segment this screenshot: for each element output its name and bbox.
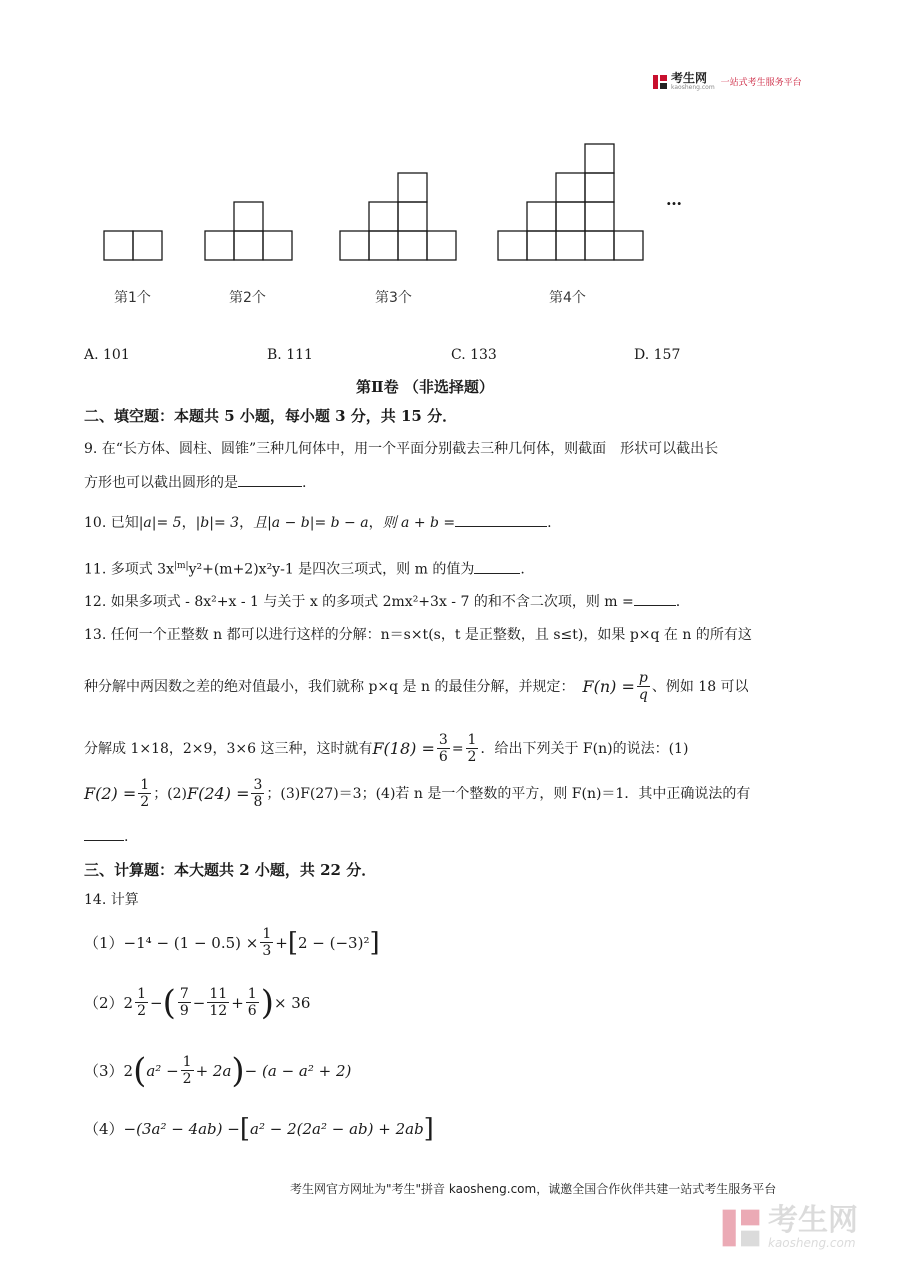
q13-line4-b: ；(2) <box>153 785 188 802</box>
q9-end: . <box>302 475 307 491</box>
figure-3-blocks <box>340 173 456 260</box>
footer-text: 考生网官方网址为"考生"拼音 kaosheng.com，诚邀全国合作伙伴共建一站式考生服务平台 <box>290 1182 777 1196</box>
q14-p3-a: 2 <box>123 1061 134 1080</box>
figure-4-blocks <box>498 144 643 260</box>
q13-line3 <box>84 732 688 765</box>
q13-line1: 13. 任何一个正整数 n 都可以进行这样的分解：n＝s×t(s，t 是正整数，且 s≤t)，如果 p×q 在 n 的所有这 <box>84 627 752 643</box>
q14-p4-b: a² − 2(2a² − ab) + 2ab <box>250 1120 424 1138</box>
q13-f24-den: 8 <box>253 794 263 810</box>
q14-p4-label: （4） <box>84 1120 124 1138</box>
q10-cond1: |a|= 5 <box>138 515 182 531</box>
q14-p2-frac1 <box>178 986 191 1019</box>
figure-1-blocks <box>104 231 162 260</box>
q13-eq: = <box>451 740 464 757</box>
q9-line1: 9. 在“长方体、圆柱、圆锥”三种几何体中，用一个平面分别截去三种几何体，则截面 形状可以截出长 <box>84 441 719 457</box>
figure-2-blocks <box>205 202 292 260</box>
q14-p3-num: 1 <box>182 1054 192 1070</box>
q9-answer-blank[interactable] <box>238 472 302 487</box>
q13-line3-a: 分解成 1×18，2×9，3×6 这三种，这时就有 <box>84 740 373 757</box>
logo-text: 考生网 <box>671 71 708 85</box>
q14-p4-rbracket: ] <box>423 1114 434 1144</box>
q14-p3-rparen: ) <box>231 1050 245 1091</box>
q13-f18-num2: 1 <box>467 732 477 748</box>
q10-sep1: ， <box>181 515 196 531</box>
q13-f24: F(24) = <box>187 783 250 803</box>
q11-text: 11. 多项式 3x <box>84 561 174 578</box>
q14-p1-rbracket: ] <box>369 927 380 958</box>
q14-p1-num: 1 <box>262 926 272 942</box>
option-d: D. 157 <box>634 347 681 363</box>
q14-p2-minus: − <box>150 993 163 1012</box>
q10-sep3: ， <box>368 515 383 531</box>
q13-f18: F(18) = <box>372 738 435 758</box>
q11-end: . <box>520 561 525 578</box>
q14-part4 <box>84 1116 434 1142</box>
section3-title: 三、计算题：本大题共 2 小题，共 22 分． <box>84 861 377 879</box>
watermark-text: 考生网 <box>768 1203 858 1238</box>
q13-end: . <box>124 829 129 845</box>
q14-p4-a: −(3a² − 4ab) − <box>123 1120 240 1138</box>
option-a: A. 101 <box>84 347 130 363</box>
q13-f18-num1: 3 <box>438 732 448 748</box>
q9-line2-text: 方形也可以截出圆形的是 <box>84 475 238 491</box>
q14-p3-c: + 2a <box>195 1061 232 1080</box>
logo-domain: kaosheng.com <box>671 84 715 91</box>
q13-f2: F(2) = <box>84 783 137 803</box>
q14-p1-a: −1⁴ − (1 − 0.5) × <box>123 933 259 952</box>
figure-label-1: 第1个 <box>114 290 151 306</box>
q10-cond3: 且|a − b|= b − a <box>253 515 369 531</box>
q9-line2 <box>84 472 306 493</box>
q14-p2-whole: 2 <box>123 993 134 1012</box>
q14-p2-den1: 9 <box>179 1003 189 1019</box>
q13-line4 <box>84 777 750 810</box>
q13-line4-c: ；(3)F(27)＝3；(4)若 n 是一个整数的平方，则 F(n)＝1．其中正确说法的有 <box>266 785 751 802</box>
q13-line2 <box>84 670 749 703</box>
q13-f2-num: 1 <box>140 777 150 793</box>
q14-p2-label: （2） <box>84 993 124 1012</box>
q13-f18-den1: 6 <box>438 749 448 765</box>
section2-title: 二、填空题：本题共 5 小题，每小题 3 分，共 15 分． <box>84 407 458 425</box>
q14-p1-frac <box>260 926 273 959</box>
q13-answer-blank[interactable] <box>84 826 124 841</box>
q14-p2-op2: + <box>231 993 244 1012</box>
q14-p3-den: 2 <box>182 1071 192 1087</box>
watermark-domain: kaosheng.com <box>768 1236 856 1250</box>
q10-ask: 则 a + b = <box>382 515 456 531</box>
figure-label-2: 第2个 <box>229 290 266 306</box>
q14-p2-mixed-num: 1 <box>137 986 147 1002</box>
figure-ellipsis: … <box>666 190 682 209</box>
q11-rest: y²+(m+2)x²y-1 是四次三项式，则 m 的值为 <box>188 561 475 578</box>
q10-cond2: |b|= 3 <box>195 515 240 531</box>
q14-p1-c: 2 − (−3)² <box>297 933 370 952</box>
q13-f18-frac2 <box>466 732 479 765</box>
q14-p3-e: − (a − a² + 2) <box>244 1061 352 1080</box>
q14-p2-tail: × 36 <box>273 993 311 1012</box>
q11-answer-blank[interactable] <box>474 559 520 574</box>
q14-p1-label: （1） <box>84 933 124 952</box>
q13-f24-num: 3 <box>253 777 263 793</box>
q14-part2 <box>84 982 311 1023</box>
q13-line2-text: 种分解中两因数之差的绝对值最小，我们就称 p×q 是 n 的最佳分解，并规定： <box>84 678 575 695</box>
q14-title: 14. 计算 <box>84 892 139 908</box>
q14-part1 <box>84 926 380 959</box>
q14-p2-mixed-den: 2 <box>137 1003 147 1019</box>
q14-p1-b: + <box>275 933 288 952</box>
q13-fn-frac <box>637 670 650 703</box>
q14-p2-frac3 <box>246 986 259 1019</box>
q13-f2-den: 2 <box>140 794 150 810</box>
q12-text: 12. 如果多项式 - 8x²+x - 1 与关于 x 的多项式 2mx²+3x - 7 的和不含二次项，则 m = <box>84 594 634 610</box>
q14-p3-frac <box>181 1054 194 1087</box>
figure-label-4: 第4个 <box>549 290 586 306</box>
q13-fn-def: F(n) = <box>582 676 635 696</box>
q14-p1-lbracket: [ <box>287 927 298 958</box>
option-b: B. 111 <box>267 347 313 363</box>
q10-prefix: 10. 已知 <box>84 515 139 531</box>
q14-p2-op1: − <box>192 993 206 1012</box>
q12-answer-blank[interactable] <box>634 591 676 606</box>
q14-p2-lparen: ( <box>162 982 176 1023</box>
q12 <box>84 591 680 612</box>
option-c: C. 133 <box>451 347 497 363</box>
q13-line2-tail: 、例如 18 可以 <box>651 678 749 695</box>
q13-f18-frac1 <box>437 732 450 765</box>
q11 <box>84 556 525 580</box>
q13-fn-den: q <box>638 687 648 703</box>
q14-p4-lbracket: [ <box>239 1114 251 1144</box>
q10 <box>84 512 552 533</box>
q14-p2-num2: 11 <box>209 986 228 1002</box>
q10-answer-blank[interactable] <box>455 512 547 527</box>
q14-p2-rparen: ) <box>260 982 274 1023</box>
q14-p2-frac2 <box>207 986 229 1019</box>
q14-p3-lparen: ( <box>133 1050 147 1091</box>
watermark <box>720 1205 858 1250</box>
q10-sep2: ， <box>239 515 254 531</box>
q12-end: . <box>675 594 681 610</box>
q13-f2-frac <box>138 777 151 810</box>
part2-title: 第Ⅱ卷 （非选择题） <box>356 378 494 396</box>
q14-p2-mixed-frac <box>135 986 148 1019</box>
q13-f18-den2: 2 <box>467 749 477 765</box>
figure-label-3: 第3个 <box>375 290 412 306</box>
q13-line3-b: ．给出下列关于 F(n)的说法：(1) <box>480 740 689 757</box>
q14-part3 <box>84 1050 352 1091</box>
q13-f24-frac <box>251 777 264 810</box>
header-slogan: 一站式考生服务平台 <box>720 78 802 88</box>
q14-p3-b: a² − <box>146 1061 179 1080</box>
q10-end: . <box>547 515 552 531</box>
q14-p3-label: （3） <box>84 1061 124 1080</box>
q13-fn-num: p <box>638 670 648 686</box>
q11-exponent: |m| <box>173 561 189 571</box>
q14-p2-num1: 7 <box>179 986 189 1002</box>
q14-p1-den: 3 <box>262 943 272 959</box>
q14-p2-num3: 1 <box>247 986 257 1002</box>
watermark-logo-icon <box>720 1207 762 1249</box>
q13-line5 <box>84 826 128 847</box>
q14-p2-den3: 6 <box>247 1003 257 1019</box>
q14-p2-den2: 12 <box>209 1003 228 1019</box>
